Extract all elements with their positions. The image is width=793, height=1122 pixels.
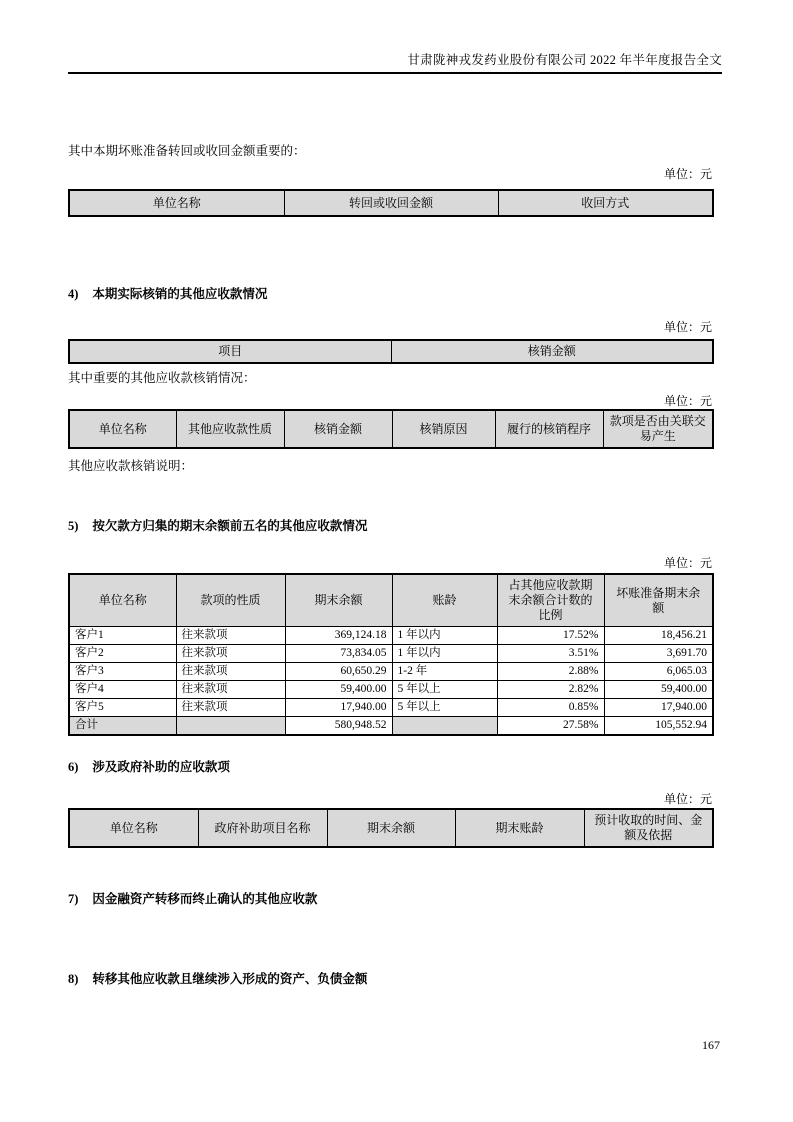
cell-bad-debt: 18,456.21 xyxy=(604,627,713,645)
unit-label-1: 单位：元 xyxy=(663,167,712,181)
column-header: 核销金额 xyxy=(284,410,392,448)
section-6-title xyxy=(68,759,230,775)
table-row xyxy=(69,699,713,717)
cell-balance: 73,834.05 xyxy=(285,645,392,663)
note-writeoff-explain: 其他应收款核销说明： xyxy=(68,459,194,473)
cell-ratio: 2.88% xyxy=(497,663,604,681)
column-header: 单位名称 xyxy=(69,410,176,448)
table-header-row xyxy=(69,190,713,216)
column-header: 期末余额 xyxy=(327,809,455,847)
cell-ratio: 2.82% xyxy=(497,681,604,699)
column-header: 核销原因 xyxy=(392,410,495,448)
unit-label-4: 单位：元 xyxy=(663,556,712,570)
cell-balance: 59,400.00 xyxy=(285,681,392,699)
cell-unit-name: 客户2 xyxy=(69,645,176,663)
note-important-writeoff: 其中重要的其他应收款核销情况： xyxy=(68,371,256,385)
empty-cell xyxy=(176,717,285,736)
cell-bad-debt: 6,065.03 xyxy=(604,663,713,681)
section-number: 5) xyxy=(68,519,79,533)
column-header: 单位名称 xyxy=(69,809,198,847)
cell-nature: 往来款项 xyxy=(176,681,285,699)
section-4-title xyxy=(68,286,267,302)
column-header: 收回方式 xyxy=(498,190,713,216)
cell-unit-name: 客户3 xyxy=(69,663,176,681)
cell-unit-name: 客户1 xyxy=(69,627,176,645)
section-8-title xyxy=(68,971,367,987)
unit-label-2: 单位：元 xyxy=(663,320,712,334)
cell-balance: 369,124.18 xyxy=(285,627,392,645)
section-number: 6) xyxy=(68,760,79,774)
section-title-text: 涉及政府补助的应收款项 xyxy=(92,760,230,774)
column-header: 单位名称 xyxy=(69,574,176,627)
recovery-table xyxy=(68,189,714,217)
column-header: 政府补助项目名称 xyxy=(198,809,327,847)
total-bad-debt: 105,552.94 xyxy=(604,717,713,736)
total-ratio: 27.58% xyxy=(497,717,604,736)
section-title-text: 转移其他应收款且继续涉入形成的资产、负债金额 xyxy=(92,972,368,986)
writeoff-table xyxy=(68,339,714,364)
cell-aging: 5 年以上 xyxy=(392,699,497,717)
total-label: 合计 xyxy=(69,717,176,736)
section-number: 8) xyxy=(68,972,79,986)
subsidy-table xyxy=(68,808,714,848)
table-row xyxy=(69,663,713,681)
column-header: 履行的核销程序 xyxy=(495,410,603,448)
column-header: 核销金额 xyxy=(391,340,713,363)
total-balance: 580,948.52 xyxy=(285,717,392,736)
cell-nature: 往来款项 xyxy=(176,699,285,717)
table-total-row xyxy=(69,717,713,736)
empty-cell xyxy=(392,717,497,736)
report-title: 甘肃陇神戎发药业股份有限公司 2022 年半年度报告全文 xyxy=(407,53,722,67)
table-row xyxy=(69,645,713,663)
table-header-row xyxy=(69,340,713,363)
cell-aging: 1 年以内 xyxy=(392,627,497,645)
unit-label-3: 单位：元 xyxy=(663,394,712,408)
column-header: 坏账准备期末余额 xyxy=(604,574,713,627)
table-row xyxy=(69,681,713,699)
unit-label-5: 单位：元 xyxy=(663,792,712,806)
cell-bad-debt: 17,940.00 xyxy=(604,699,713,717)
section-7-title xyxy=(68,891,317,907)
section-5-title xyxy=(68,518,367,534)
table-header-row xyxy=(69,809,713,847)
page-number: 167 xyxy=(702,1038,720,1052)
cell-ratio: 17.52% xyxy=(497,627,604,645)
column-header: 款项是否由关联交易产生 xyxy=(603,410,713,448)
important-writeoff-table xyxy=(68,409,714,449)
column-header: 项目 xyxy=(69,340,391,363)
cell-aging: 1-2 年 xyxy=(392,663,497,681)
column-header: 转回或收回金额 xyxy=(284,190,498,216)
cell-nature: 往来款项 xyxy=(176,645,285,663)
note-important-recovery: 其中本期坏账准备转回或收回金额重要的： xyxy=(68,144,306,158)
table-header-row xyxy=(69,574,713,627)
section-title-text: 本期实际核销的其他应收款情况 xyxy=(92,287,268,301)
column-header: 期末账龄 xyxy=(455,809,584,847)
table-row xyxy=(69,627,713,645)
section-number: 7) xyxy=(68,892,79,906)
cell-bad-debt: 59,400.00 xyxy=(604,681,713,699)
cell-aging: 5 年以上 xyxy=(392,681,497,699)
column-header: 期末余额 xyxy=(285,574,392,627)
column-header: 其他应收款性质 xyxy=(176,410,284,448)
cell-unit-name: 客户5 xyxy=(69,699,176,717)
section-number: 4) xyxy=(68,287,79,301)
cell-ratio: 3.51% xyxy=(497,645,604,663)
column-header: 账龄 xyxy=(392,574,497,627)
cell-bad-debt: 3,691.70 xyxy=(604,645,713,663)
section-title-text: 因金融资产转移而终止确认的其他应收款 xyxy=(92,892,318,906)
cell-balance: 17,940.00 xyxy=(285,699,392,717)
cell-ratio: 0.85% xyxy=(497,699,604,717)
cell-aging: 1 年以内 xyxy=(392,645,497,663)
cell-unit-name: 客户4 xyxy=(69,681,176,699)
column-header: 单位名称 xyxy=(69,190,284,216)
top5-receivables-table xyxy=(68,573,714,736)
table-header-row xyxy=(69,410,713,448)
cell-nature: 往来款项 xyxy=(176,663,285,681)
page-header xyxy=(68,50,722,74)
cell-balance: 60,650.29 xyxy=(285,663,392,681)
section-title-text: 按欠款方归集的期末余额前五名的其他应收款情况 xyxy=(92,519,368,533)
column-header: 占其他应收款期末余额合计数的比例 xyxy=(497,574,604,627)
cell-nature: 往来款项 xyxy=(176,627,285,645)
column-header: 款项的性质 xyxy=(176,574,285,627)
column-header: 预计收取的时间、金额及依据 xyxy=(584,809,713,847)
